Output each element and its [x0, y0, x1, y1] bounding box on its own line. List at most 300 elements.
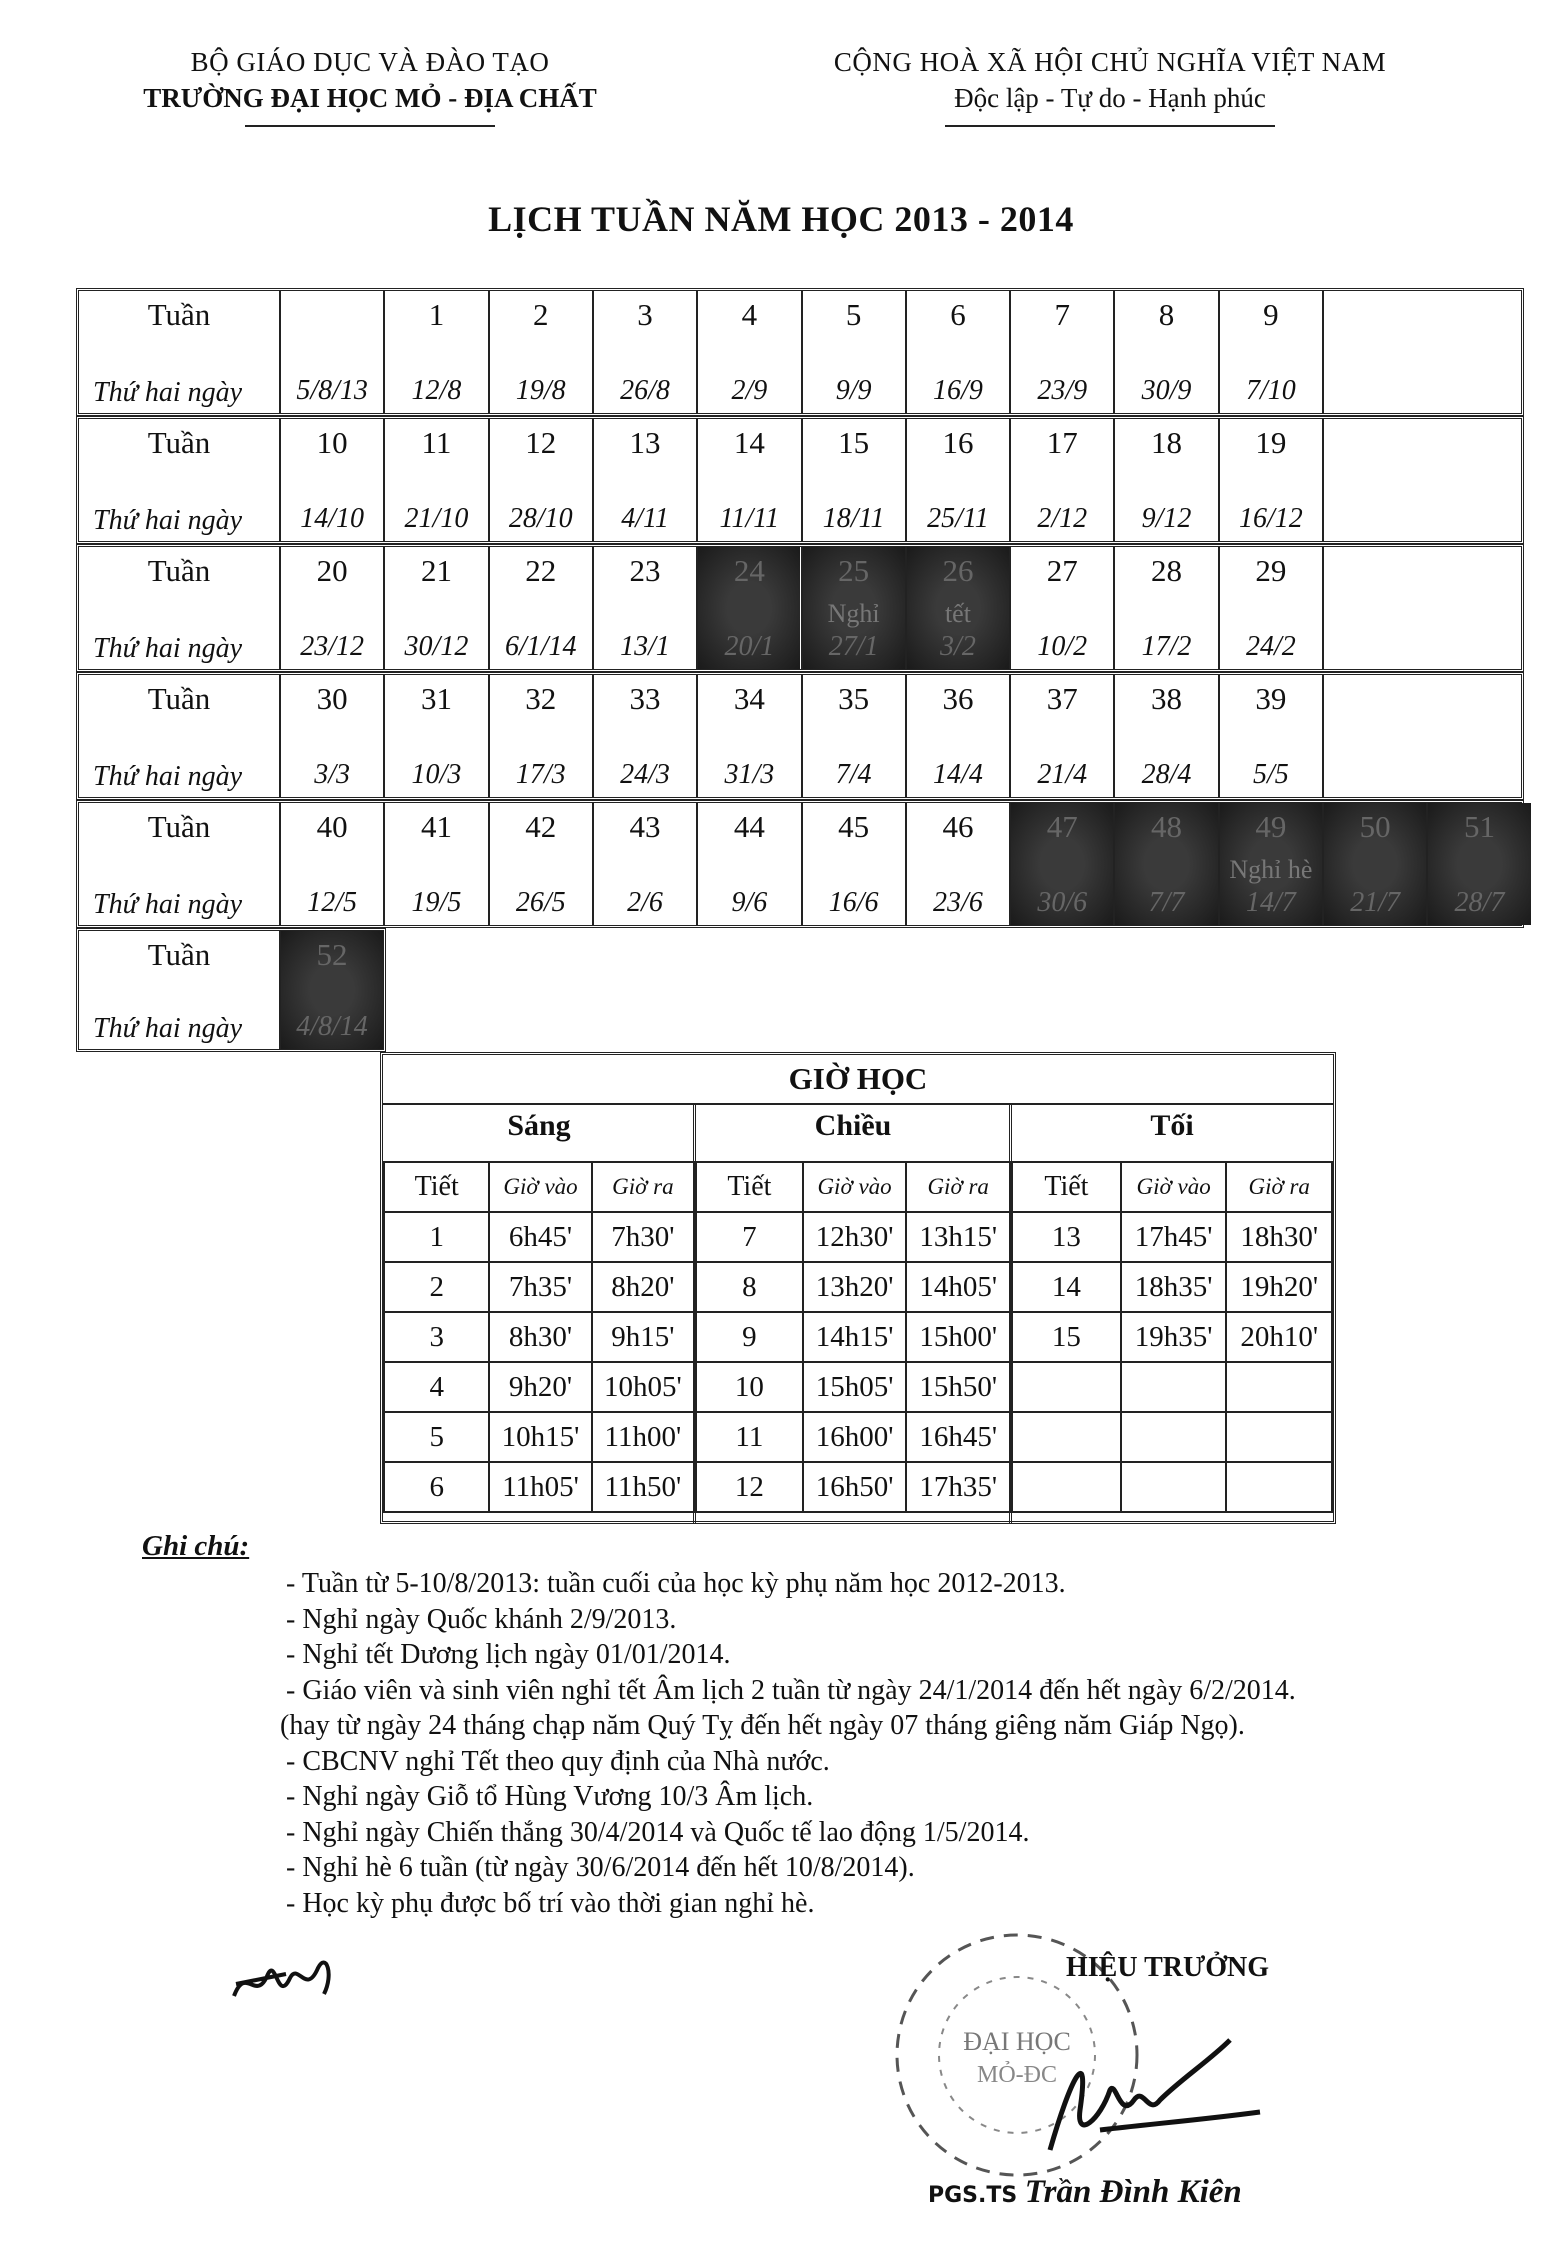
svg-text:MỎ-ĐC: MỎ-ĐC	[976, 2062, 1058, 2088]
time-in: 10h15'	[489, 1412, 591, 1462]
week-number: 42	[525, 809, 557, 844]
week-cell	[592, 419, 696, 541]
hours-session	[695, 1105, 1011, 1523]
week-monday-date: 21/7	[1350, 887, 1401, 918]
note-item: - Học kỳ phụ được bố trí vào thời gian nghỉ hè.	[286, 1887, 815, 1919]
time-in-header: Giờ vào	[1121, 1162, 1227, 1212]
week-monday-date: 23/9	[1037, 375, 1088, 406]
week-number: 28	[1151, 553, 1183, 588]
note-item: - Giáo viên và sinh viên nghỉ tết Âm lịch 2 tuần từ ngày 24/1/2014 đến hết ngày 6/2/2014.	[286, 1674, 1296, 1706]
week-number: 4	[741, 297, 758, 332]
week-monday-date: 17/3	[515, 759, 566, 790]
week-monday-date: 12/5	[307, 887, 358, 918]
week-table	[76, 288, 1524, 1048]
monday-label: Thứ hai ngày	[93, 1013, 243, 1044]
hours-session	[1011, 1105, 1333, 1523]
week-cell	[279, 291, 383, 413]
week-cell	[1218, 547, 1322, 669]
week-cell	[1218, 675, 1322, 797]
period: 12	[696, 1462, 803, 1512]
week-row	[76, 672, 1524, 800]
week-monday-date: 23/6	[933, 887, 983, 918]
principal-signature	[1030, 2020, 1270, 2170]
week-cell	[696, 419, 800, 541]
week-cell	[905, 547, 1009, 669]
note-item: - Nghỉ tết Dương lịch ngày 01/01/2014.	[286, 1639, 731, 1670]
week-monday-date: 20/1	[724, 631, 775, 662]
time-out: 17h35'	[906, 1462, 1010, 1512]
week-number: 48	[1151, 809, 1183, 844]
hours-session	[383, 1105, 695, 1523]
week-monday-date: 11/11	[719, 503, 780, 534]
note-item: - Nghỉ ngày Quốc khánh 2/9/2013.	[286, 1603, 677, 1635]
week-cell	[1322, 803, 1426, 925]
week-cell	[488, 803, 592, 925]
ministry-header	[100, 44, 640, 127]
hours-row	[384, 1212, 694, 1262]
time-out: 11h50'	[592, 1462, 694, 1512]
week-monday-date: 21/4	[1037, 759, 1088, 790]
class-hours-title: GIỜ HỌC	[788, 1061, 928, 1096]
week-number: 29	[1255, 553, 1287, 588]
week-cell	[696, 547, 800, 669]
week-number: 3	[637, 297, 653, 332]
time-out: 9h15'	[592, 1312, 694, 1362]
period: 4	[384, 1362, 489, 1412]
week-number: 19	[1255, 425, 1287, 460]
period: 15	[1012, 1312, 1121, 1362]
week-cell	[383, 419, 487, 541]
time-in: 9h20'	[489, 1362, 591, 1412]
note-item: - CBCNV nghỉ Tết theo quy định của Nhà nước.	[286, 1745, 830, 1777]
time-in: 6h45'	[489, 1212, 591, 1262]
week-number: 33	[629, 681, 661, 716]
period: 2	[384, 1262, 489, 1312]
week-monday-date: 16/9	[933, 375, 983, 406]
week-monday-date: 6/1/14	[504, 631, 577, 662]
week-cell	[905, 803, 1009, 925]
week-row-label	[79, 419, 279, 541]
hours-row	[384, 1462, 694, 1512]
week-monday-date: 26/8	[620, 375, 670, 406]
week-monday-date: 13/1	[620, 631, 670, 662]
week-number: 24	[733, 553, 765, 588]
week-cell	[383, 675, 487, 797]
week-cell	[1113, 419, 1217, 541]
hours-row	[696, 1262, 1010, 1312]
svg-text:ĐẠI HỌC: ĐẠI HỌC	[963, 2027, 1071, 2056]
week-cell	[279, 675, 383, 797]
week-number: 47	[1046, 809, 1078, 844]
week-monday-date: 7/4	[835, 759, 872, 790]
time-in	[1121, 1462, 1227, 1512]
class-hours-table	[380, 1052, 1336, 1524]
hours-row	[696, 1312, 1010, 1362]
week-number: 26	[942, 553, 974, 588]
period: 9	[696, 1312, 803, 1362]
period: 6	[384, 1462, 489, 1512]
time-out: 16h45'	[906, 1412, 1010, 1462]
week-cell	[383, 547, 487, 669]
week-cell	[1009, 547, 1113, 669]
week-monday-date: 19/8	[515, 375, 566, 406]
week-monday-date: 5/8/13	[296, 375, 368, 406]
week-monday-date: 14/4	[933, 759, 983, 790]
header-left-rule	[245, 125, 495, 127]
week-number: 5	[845, 297, 862, 332]
week-number: 9	[1263, 297, 1279, 332]
week-monday-date: 9/6	[731, 887, 768, 918]
week-cell	[1113, 547, 1217, 669]
week-cell	[488, 675, 592, 797]
hours-row	[1012, 1312, 1332, 1362]
week-monday-date: 30/9	[1141, 375, 1192, 406]
time-in-header: Giờ vào	[803, 1162, 907, 1212]
week-number: 30	[316, 681, 348, 716]
week-row	[76, 928, 386, 1052]
hours-row	[1012, 1462, 1332, 1512]
time-out: 19h20'	[1226, 1262, 1332, 1312]
week-number: 43	[629, 809, 661, 844]
hours-row	[696, 1462, 1010, 1512]
holiday-note: tết	[944, 599, 971, 628]
week-row-label	[79, 675, 279, 797]
week-number: 52	[316, 937, 348, 972]
week-cell	[1009, 675, 1113, 797]
time-in: 15h05'	[803, 1362, 907, 1412]
week-number: 45	[838, 809, 870, 844]
week-monday-date: 10/3	[411, 759, 462, 790]
hours-row	[1012, 1212, 1332, 1262]
week-cell	[488, 547, 592, 669]
notes-title: Ghi chú:	[142, 1530, 250, 1562]
principal-fullname: Trần Đình Kiên	[1024, 2174, 1242, 2210]
initials-signature	[226, 1944, 346, 2014]
week-number: 14	[733, 425, 765, 460]
time-in: 8h30'	[489, 1312, 591, 1362]
week-cell	[1009, 803, 1113, 925]
week-monday-date: 28/4	[1141, 759, 1192, 790]
week-cell	[279, 419, 383, 541]
week-number: 13	[629, 425, 661, 460]
week-cell	[488, 291, 592, 413]
week-cell	[1218, 803, 1322, 925]
time-out: 14h05'	[906, 1262, 1010, 1312]
hours-row	[384, 1262, 694, 1312]
week-monday-date: 30/12	[404, 631, 469, 662]
week-cell	[801, 547, 905, 669]
period: 7	[696, 1212, 803, 1262]
session-name: Sáng	[507, 1109, 571, 1142]
time-out	[1226, 1412, 1332, 1462]
week-cell	[1009, 291, 1113, 413]
week-cell	[1322, 291, 1426, 413]
week-cell	[1322, 675, 1426, 797]
period: 5	[384, 1412, 489, 1462]
ministry-name: BỘ GIÁO DỤC VÀ ĐÀO TẠO	[190, 47, 550, 77]
week-number: 39	[1255, 681, 1287, 716]
week-monday-date: 24/3	[620, 759, 670, 790]
week-label: Tuần	[147, 681, 211, 716]
monday-label: Thứ hai ngày	[93, 633, 243, 664]
week-monday-date: 4/8/14	[296, 1011, 368, 1042]
period: 8	[696, 1262, 803, 1312]
week-monday-date: 23/12	[300, 631, 365, 662]
time-out: 15h00'	[906, 1312, 1010, 1362]
week-row	[76, 800, 1524, 928]
week-row	[76, 288, 1524, 416]
week-number: 16	[942, 425, 974, 460]
session-name: Tối	[1150, 1109, 1194, 1142]
week-cell	[279, 547, 383, 669]
time-in	[1121, 1412, 1227, 1462]
week-monday-date: 30/6	[1037, 887, 1088, 918]
time-out	[1226, 1362, 1332, 1412]
hours-row	[1012, 1412, 1332, 1462]
session-name: Chiều	[814, 1109, 892, 1142]
week-number: 1	[428, 297, 445, 332]
hours-row	[696, 1362, 1010, 1412]
national-header	[780, 44, 1440, 127]
time-in: 12h30'	[803, 1212, 907, 1262]
week-cell	[801, 291, 905, 413]
time-in-header: Giờ vào	[489, 1162, 591, 1212]
holiday-note: Nghỉ hè	[1229, 855, 1313, 884]
week-monday-date: 2/9	[731, 375, 768, 406]
period: 3	[384, 1312, 489, 1362]
time-out: 18h30'	[1226, 1212, 1332, 1262]
week-number: 6	[950, 297, 966, 332]
week-cell	[592, 675, 696, 797]
week-monday-date: 5/5	[1252, 759, 1289, 790]
week-number: 23	[629, 553, 661, 588]
week-number: 51	[1463, 809, 1495, 844]
time-in: 11h05'	[489, 1462, 591, 1512]
hours-row	[1012, 1362, 1332, 1412]
hours-row	[1012, 1262, 1332, 1312]
time-in: 14h15'	[803, 1312, 907, 1362]
monday-label: Thứ hai ngày	[93, 889, 243, 920]
week-monday-date: 4/11	[621, 503, 669, 534]
time-in: 17h45'	[1121, 1212, 1227, 1262]
hours-row	[384, 1312, 694, 1362]
week-number: 21	[420, 553, 452, 588]
principal-degree: PGS.TS	[928, 2183, 1018, 2208]
week-number: 32	[525, 681, 557, 716]
time-in: 13h20'	[803, 1262, 907, 1312]
period: 10	[696, 1362, 803, 1412]
week-monday-date: 21/10	[404, 503, 469, 534]
notes-list	[280, 1566, 1486, 1921]
time-in: 16h50'	[803, 1462, 907, 1512]
week-number: 27	[1046, 553, 1078, 588]
week-monday-date: 10/2	[1037, 631, 1088, 662]
time-out	[1226, 1462, 1332, 1512]
week-label: Tuần	[147, 937, 211, 972]
week-number: 31	[420, 681, 452, 716]
week-number: 17	[1046, 425, 1078, 460]
time-out: 20h10'	[1226, 1312, 1332, 1362]
time-out-header: Giờ ra	[1226, 1162, 1332, 1212]
time-out-header: Giờ ra	[906, 1162, 1010, 1212]
week-cell	[1322, 547, 1426, 669]
week-number: 22	[525, 553, 557, 588]
week-cell	[696, 291, 800, 413]
period: 1	[384, 1212, 489, 1262]
national-motto: Độc lập - Tự do - Hạnh phúc	[954, 83, 1266, 114]
week-cell	[801, 803, 905, 925]
week-number: 25	[838, 553, 870, 588]
week-label: Tuần	[147, 809, 211, 844]
week-monday-date: 31/3	[724, 759, 775, 790]
week-cell	[279, 931, 383, 1049]
time-out-header: Giờ ra	[592, 1162, 694, 1212]
week-label: Tuần	[147, 425, 211, 460]
week-monday-date: 14/7	[1245, 887, 1296, 918]
week-row-label	[79, 291, 279, 413]
week-cell	[1322, 419, 1426, 541]
university-name: TRƯỜNG ĐẠI HỌC MỎ - ĐỊA CHẤT	[143, 83, 597, 114]
week-number: 11	[421, 425, 452, 460]
week-cell	[801, 419, 905, 541]
week-cell	[905, 675, 1009, 797]
week-monday-date: 9/12	[1141, 503, 1192, 534]
week-cell	[1218, 419, 1322, 541]
week-monday-date: 7/10	[1245, 375, 1296, 406]
note-item: - Nghỉ ngày Giỗ tổ Hùng Vương 10/3 Âm lịch.	[286, 1781, 814, 1812]
week-monday-date: 9/9	[835, 375, 872, 406]
week-label: Tuần	[147, 553, 211, 588]
period-header: Tiết	[1012, 1162, 1121, 1212]
week-monday-date: 16/12	[1238, 503, 1303, 534]
week-cell	[1113, 803, 1217, 925]
week-cell	[801, 675, 905, 797]
time-out: 15h50'	[906, 1362, 1010, 1412]
week-number: 46	[942, 809, 974, 844]
period	[1012, 1462, 1121, 1512]
week-label: Tuần	[147, 297, 211, 332]
week-cell	[905, 419, 1009, 541]
week-number: 37	[1046, 681, 1078, 716]
week-monday-date: 14/10	[300, 503, 365, 534]
week-number: 10	[316, 425, 348, 460]
period-header: Tiết	[384, 1162, 489, 1212]
week-number: 36	[942, 681, 974, 716]
principal-title: HIỆU TRƯỞNG	[1066, 1952, 1270, 1983]
header-right-rule	[945, 125, 1275, 127]
week-cell	[383, 803, 487, 925]
page-title: LỊCH TUẦN NĂM HỌC 2013 - 2014	[488, 199, 1074, 239]
week-monday-date: 7/7	[1148, 887, 1185, 918]
session-grid	[695, 1161, 1011, 1513]
week-number: 18	[1151, 425, 1183, 460]
week-number: 2	[532, 297, 549, 332]
week-cell	[592, 803, 696, 925]
week-number: 41	[420, 809, 452, 844]
week-number: 34	[733, 681, 765, 716]
note-item: (hay từ ngày 24 tháng chạp năm Quý Tỵ đến hết ngày 07 tháng giêng năm Giáp Ngọ).	[280, 1710, 1245, 1741]
time-out: 11h00'	[592, 1412, 694, 1462]
week-number: 12	[525, 425, 557, 460]
week-monday-date: 3/2	[940, 631, 976, 662]
week-row-label	[79, 931, 279, 1049]
time-out: 7h30'	[592, 1212, 694, 1262]
week-cell	[488, 419, 592, 541]
week-monday-date: 18/11	[822, 503, 885, 534]
week-monday-date: 27/1	[828, 631, 879, 662]
week-monday-date: 25/11	[927, 503, 989, 534]
week-row-label	[79, 803, 279, 925]
note-item: - Nghỉ ngày Chiến thắng 30/4/2014 và Quốc tế lao động 1/5/2014.	[286, 1816, 1030, 1848]
period	[1012, 1362, 1121, 1412]
week-number: 40	[316, 809, 348, 844]
monday-label: Thứ hai ngày	[93, 377, 243, 408]
week-number: 49	[1255, 809, 1287, 844]
period: 13	[1012, 1212, 1121, 1262]
week-number: 15	[838, 425, 870, 460]
week-cell	[279, 803, 383, 925]
week-monday-date: 17/2	[1141, 631, 1192, 662]
time-in: 16h00'	[803, 1412, 907, 1462]
time-out: 8h20'	[592, 1262, 694, 1312]
week-number: 8	[1158, 297, 1175, 332]
week-number: 20	[316, 553, 348, 588]
hours-row	[696, 1212, 1010, 1262]
week-number: 7	[1054, 297, 1070, 332]
country-name: CỘNG HOÀ XÃ HỘI CHỦ NGHĨA VIỆT NAM	[833, 47, 1387, 77]
week-cell	[1218, 291, 1322, 413]
time-in: 7h35'	[489, 1262, 591, 1312]
week-monday-date: 19/5	[411, 887, 462, 918]
week-monday-date: 2/12	[1037, 503, 1088, 534]
week-monday-date: 26/5	[515, 887, 566, 918]
period-header: Tiết	[696, 1162, 803, 1212]
week-cell	[696, 675, 800, 797]
week-cell	[592, 547, 696, 669]
week-number: 35	[838, 681, 870, 716]
period: 14	[1012, 1262, 1121, 1312]
week-cell	[383, 291, 487, 413]
session-grid	[1011, 1161, 1333, 1513]
period	[1012, 1412, 1121, 1462]
monday-label: Thứ hai ngày	[93, 761, 243, 792]
monday-label: Thứ hai ngày	[93, 505, 243, 536]
week-row	[76, 544, 1524, 672]
week-cell	[1009, 419, 1113, 541]
holiday-note: Nghỉ	[827, 599, 880, 628]
hours-row	[384, 1412, 694, 1462]
week-cell	[1113, 291, 1217, 413]
period: 11	[696, 1412, 803, 1462]
week-monday-date: 28/7	[1454, 887, 1505, 918]
week-monday-date: 16/6	[828, 887, 879, 918]
note-item: - Nghỉ hè 6 tuần (từ ngày 30/6/2014 đến hết 10/8/2014).	[286, 1852, 915, 1883]
hours-row	[384, 1362, 694, 1412]
time-in: 19h35'	[1121, 1312, 1227, 1362]
week-row	[76, 416, 1524, 544]
week-monday-date: 28/10	[508, 503, 573, 534]
week-cell	[696, 803, 800, 925]
note-item: - Tuần từ 5-10/8/2013: tuần cuối của học kỳ phụ năm học 2012-2013.	[286, 1568, 1066, 1599]
week-number: 50	[1359, 809, 1391, 844]
week-cell	[592, 291, 696, 413]
time-out: 10h05'	[592, 1362, 694, 1412]
week-number: 38	[1151, 681, 1183, 716]
time-in	[1121, 1362, 1227, 1412]
time-out: 13h15'	[906, 1212, 1010, 1262]
week-cell	[1113, 675, 1217, 797]
week-cell	[905, 291, 1009, 413]
